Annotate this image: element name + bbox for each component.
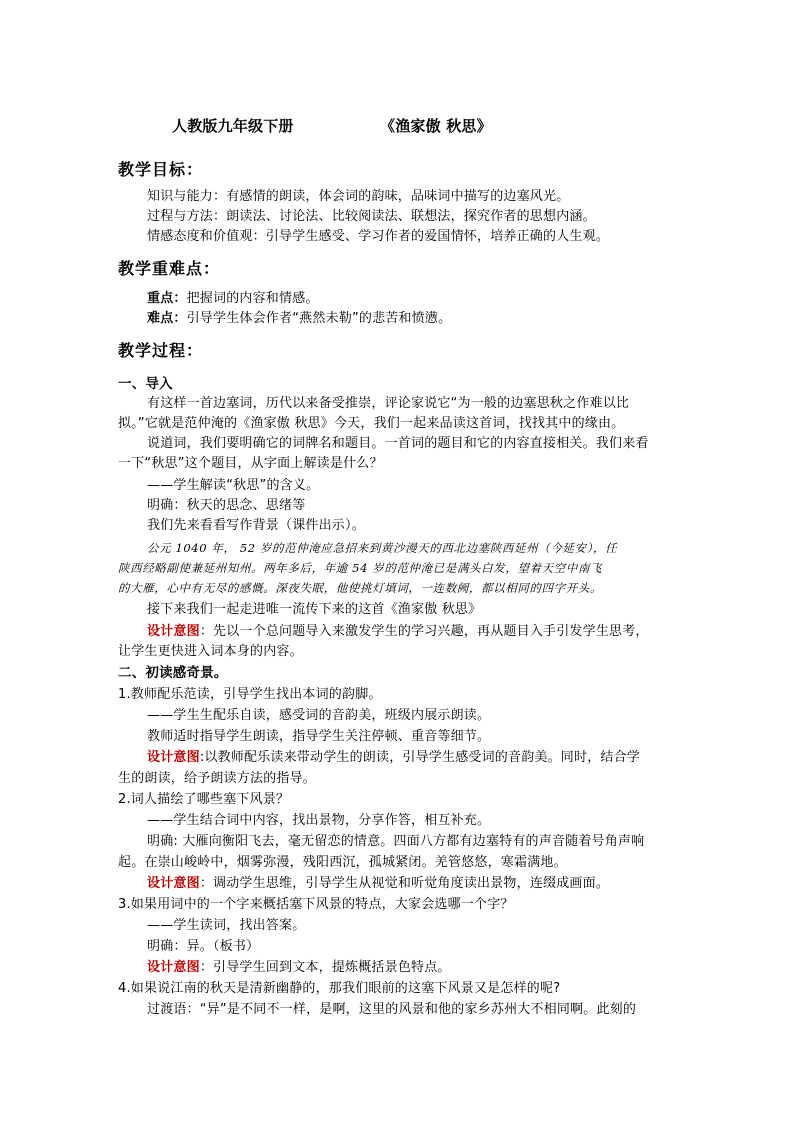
difficult-point — [147, 309, 451, 329]
background-text: 的大雁，心中有无尽的感慨。深夜失眠，他使挑灯填词，一连数阙，都以相同的四字开头。 — [118, 581, 602, 595]
section1-para: 拟。”它就是范仲淹的《渔家傲 秋思》今天，我们一起来品读这首词，找找其中的缘由。 — [118, 416, 625, 431]
goal-process: 过程与方法：朗读法、讨论法、比较阅读法、联想法，探究作者的思想内涵。 — [147, 209, 596, 224]
design-intent-text: ：先以一个总问题导入来激发学生的学习兴趣，再从题目入手引发学生思考， — [199, 624, 649, 639]
design-intent — [147, 874, 609, 894]
background-text: 陕西经略副使兼延州知州。两年多后，年逾 54 岁的范仲淹已是满头白发，望着天空中南飞 — [118, 561, 603, 575]
background-text: 公元 1040 年， 52 岁的范仲淹应急招来到黄沙漫天的西北边塞陕西延州（今延安），任 — [147, 541, 618, 555]
section1-para: ——学生解读“秋思”的含义。 — [147, 478, 320, 493]
design-intent-text: ：调动学生思维，引导学生从视觉和听觉角度读出景物，连缀成画面。 — [199, 876, 610, 891]
design-intent — [147, 622, 649, 642]
question-1: 1.教师配乐范读，引导学生找出本词的韵脚。 — [118, 687, 382, 702]
design-intent-label: 设计意图 — [147, 876, 200, 891]
goals-heading: 教学目标： — [118, 160, 204, 179]
section1-para: 一下“秋思”这个题目，从字面上解读是什么？ — [118, 456, 383, 471]
section1-title: 一、导入 — [118, 376, 173, 392]
section1-para: 明确：秋天的思念、思绪等 — [147, 498, 306, 513]
section2-para: ——学生生配乐自读，感受词的音韵美，班级内展示朗读。 — [147, 708, 491, 723]
header-title-left: 人教版九年级下册 — [172, 117, 294, 135]
section1-para: 有这样一首边塞词，历代以来备受推崇，评论家说它“为一般的边塞思秋之作难以比 — [147, 396, 630, 411]
design-intent-text: 让学生更快进入词本身的内容。 — [118, 644, 303, 659]
section1-para: 接下来我们一起走进唯一流传下来的这首《渔家傲 秋思》 — [147, 602, 482, 617]
design-intent-label: 设计意图 — [147, 624, 200, 639]
question-3: 3.如果用词中的一个字来概括塞下风景的特点，大家会选哪一个字？ — [118, 897, 514, 912]
section2-title: 二、初读感奇景。 — [118, 665, 228, 681]
goal-attitude: 情感态度和价值观：引导学生感受、学习作者的爱国情怀，培养正确的人生观。 — [147, 229, 610, 244]
design-intent — [147, 748, 640, 768]
key-point-text: 把握词的内容和情感。 — [186, 291, 319, 306]
design-intent-label: 设计意图 — [147, 750, 200, 765]
section2-para: 过渡语：“异”是不同不一样，是啊，这里的风景和他的家乡苏州大不相同啊。此刻的 — [147, 1002, 637, 1017]
section1-para: 说道词，我们要明确它的词牌名和题目。一首词的题目和它的内容直接相关。我们来看 — [147, 436, 649, 451]
section2-para: 起。在崇山峻岭中，烟雾弥漫，残阳西沉，孤城紧闭。羌管悠悠，寒霜满地。 — [118, 855, 567, 870]
design-intent — [147, 958, 451, 978]
header-title-right: 《渔家傲 秋思》 — [380, 117, 492, 135]
design-intent-text: :以教师配乐读来带动学生的朗读，引导学生感受词的音韵美。同时，结合学 — [199, 750, 640, 765]
design-intent-text: ：引导学生回到文本，提炼概括景色特点。 — [199, 960, 451, 975]
goal-knowledge: 知识与能力：有感情的朗读，体会词的韵味，品味词中描写的边塞风光。 — [147, 189, 570, 204]
keypoints-heading: 教学重难点： — [118, 259, 221, 278]
key-point-label: 重点： — [147, 291, 187, 306]
key-point — [147, 289, 319, 309]
section2-para: 明确: 大雁向衡阳飞去，毫无留恋的情意。四面八方都有边塞特有的声音随着号角声响 — [147, 834, 645, 849]
section2-para: ——学生读词，找出答案。 — [147, 918, 306, 933]
question-4: 4.如果说江南的秋天是清新幽静的，那我们眼前的这塞下风景又是怎样的呢? — [118, 981, 561, 996]
section2-para: 明确：异。（板书） — [147, 939, 260, 954]
design-intent-label: 设计意图 — [147, 960, 200, 975]
difficult-point-label: 难点： — [147, 311, 187, 326]
process-heading: 教学过程： — [118, 341, 204, 360]
question-2: 2.词人描绘了哪些塞下风景？ — [118, 792, 290, 807]
section2-para: 教师适时指导学生朗读，指导学生关注停顿、重音等细节。 — [147, 729, 491, 744]
design-intent-text: 生的朗读，给予朗读方法的指导。 — [118, 771, 317, 786]
section1-para: 我们先来看看写作背景（课件出示）。 — [147, 518, 365, 533]
difficult-point-text: 引导学生体会作者“燕然未勒”的悲苦和愤懑。 — [186, 311, 452, 326]
section2-para: ——学生结合词中内容，找出景物，分享作答，相互补充。 — [147, 813, 491, 828]
